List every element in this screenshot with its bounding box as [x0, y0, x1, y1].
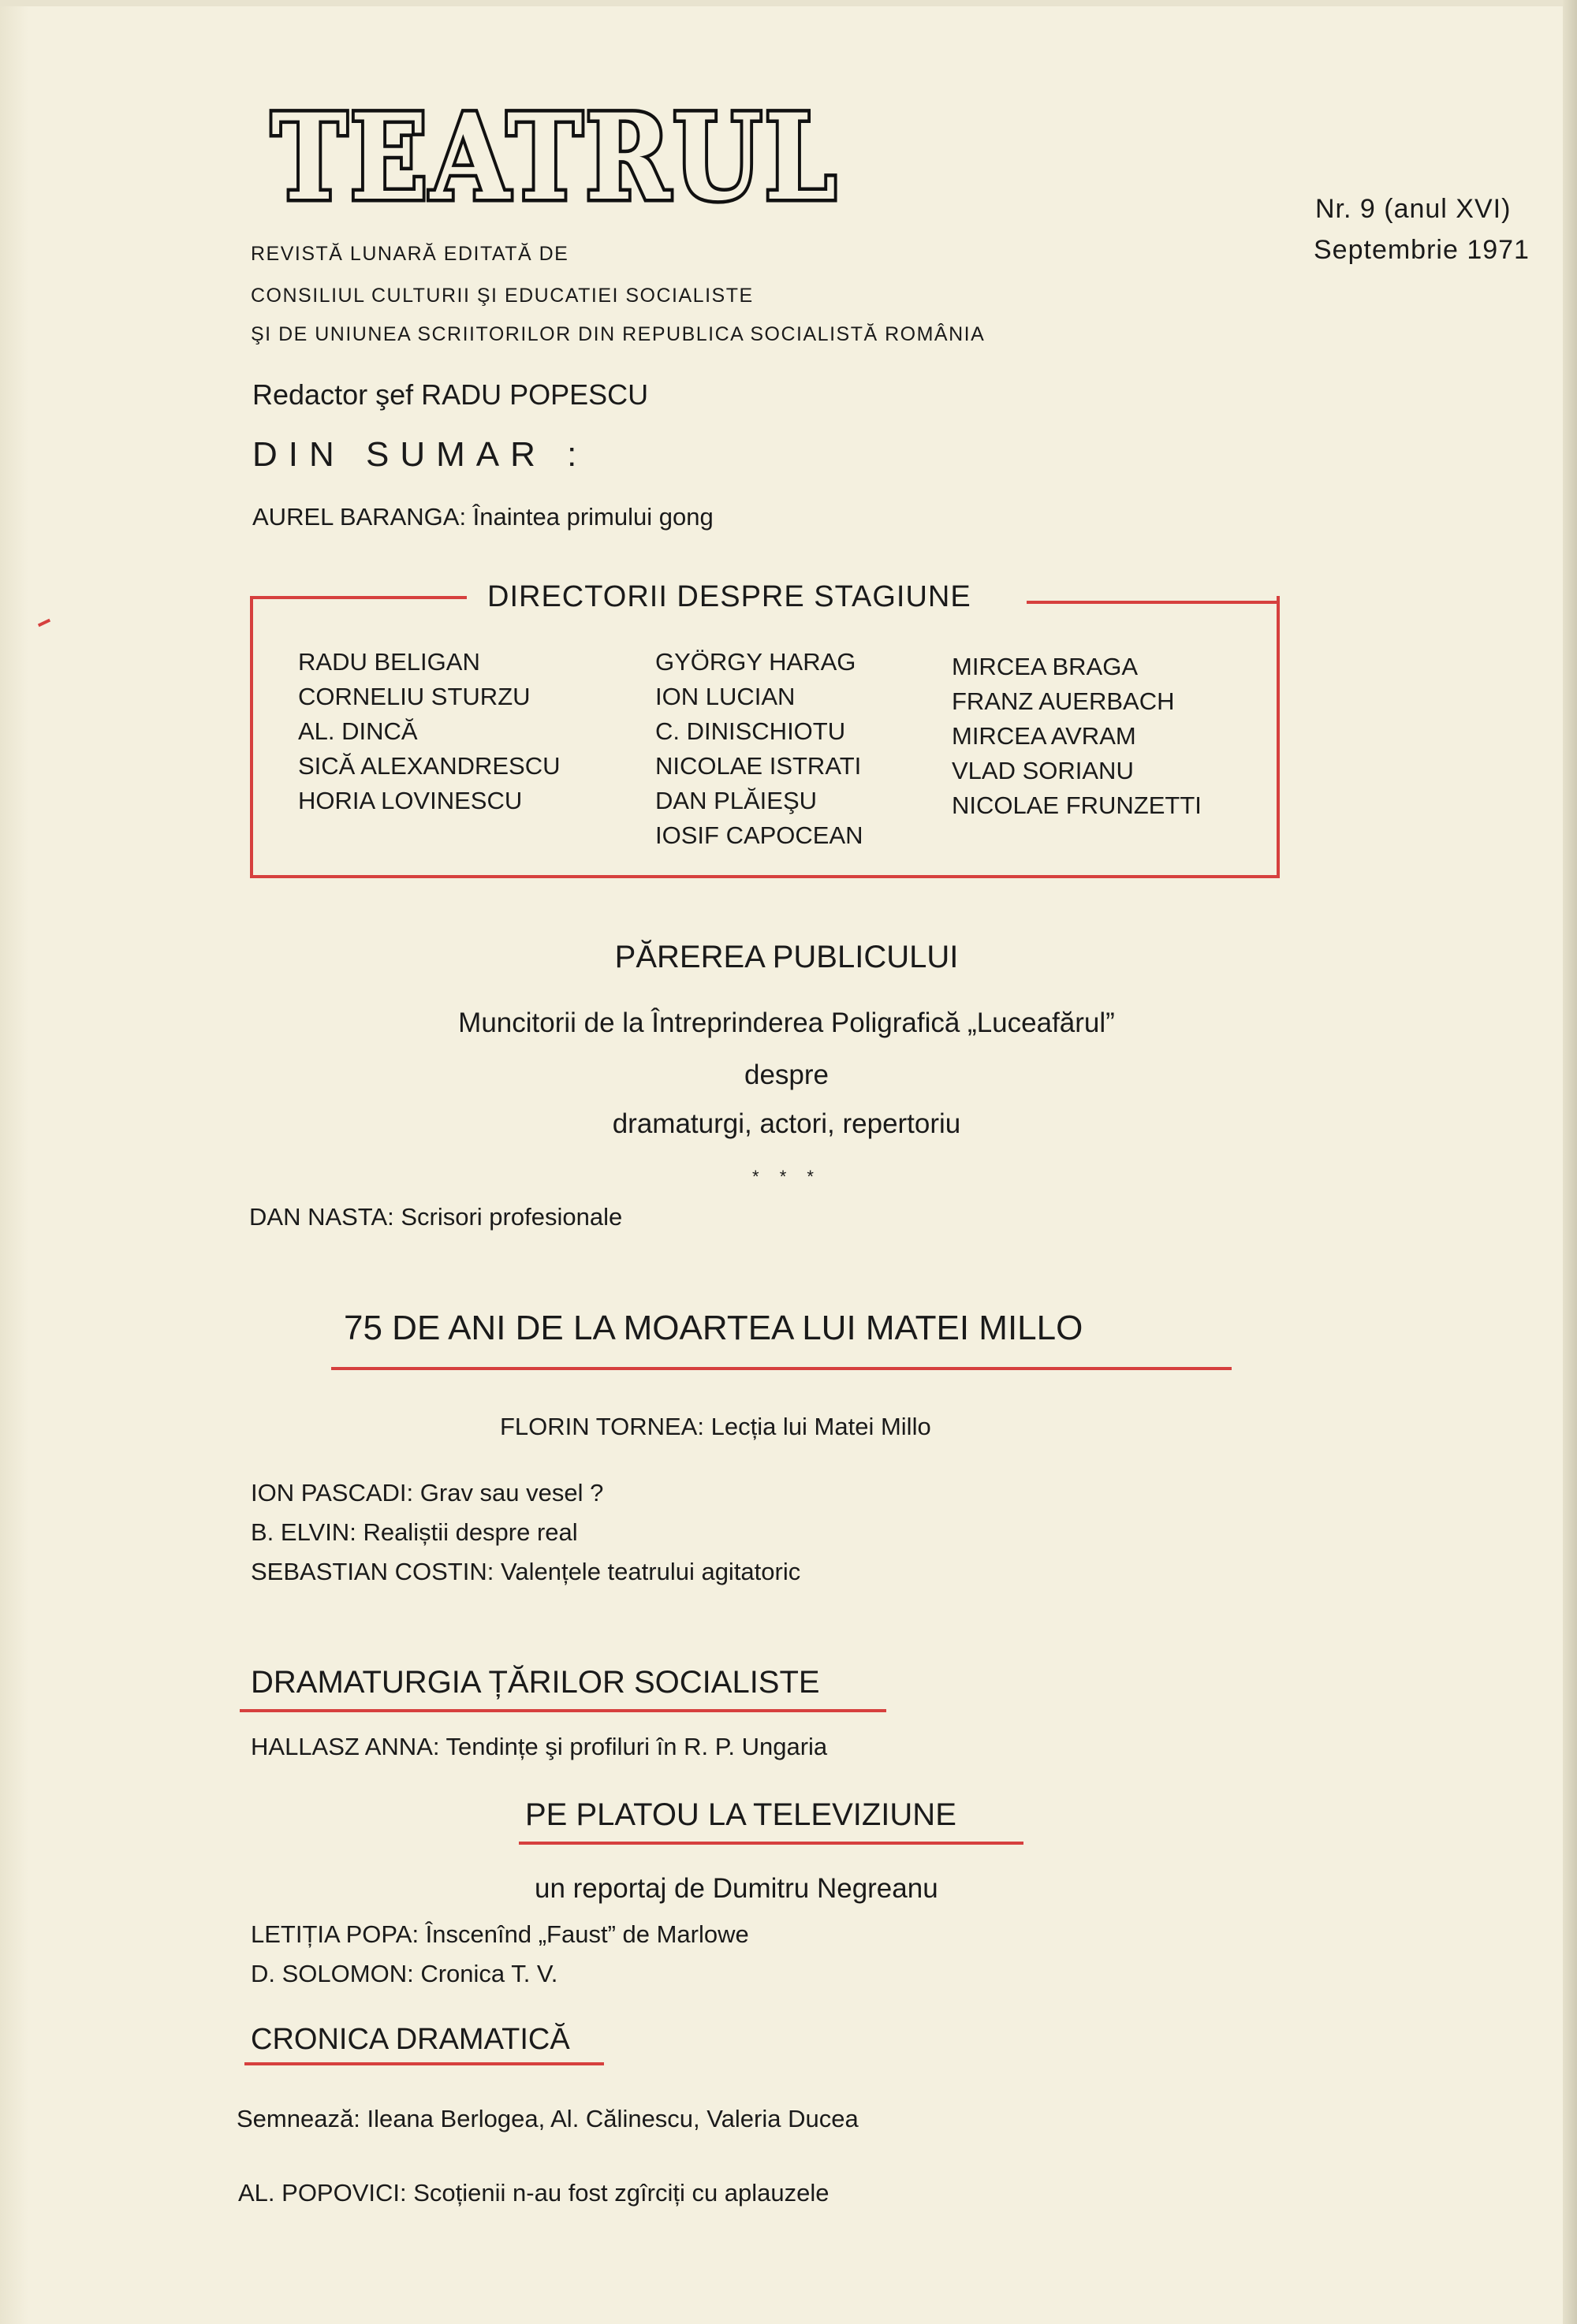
entry-title: Grav sau vesel ? — [419, 1479, 604, 1507]
nasta-author: DAN NASTA — [249, 1203, 388, 1231]
entry-author: ION PASCADI — [251, 1479, 407, 1507]
entry-title: Valențele teatrului agitatoric — [500, 1558, 801, 1585]
director-name: AL. DINCĂ — [298, 717, 418, 745]
entry-author: B. ELVIN — [251, 1518, 350, 1546]
directors-column-2 — [655, 645, 863, 853]
director-name: SICĂ ALEXANDRESCU — [298, 752, 561, 780]
directors-heading: DIRECTORII DESPRE STAGIUNE — [487, 580, 971, 613]
entry-author: SEBASTIAN COSTIN — [251, 1558, 487, 1585]
chronicle-heading: CRONICA DRAMATICĂ — [251, 2023, 570, 2056]
publisher-line-2: CONSILIUL CULTURII ŞI EDUCATIEI SOCIALISTE — [251, 285, 754, 307]
magazine-logo — [263, 88, 847, 227]
signed-label: Semnează — [237, 2105, 354, 2132]
section-separator-stars: * * * — [752, 1167, 822, 1186]
summary-heading: DIN SUMAR : — [252, 435, 588, 474]
nasta-entry: DAN NASTA: Scrisori profesionale — [249, 1203, 623, 1231]
director-name: ION LUCIAN — [655, 683, 796, 710]
tv-underline — [519, 1842, 1023, 1845]
tv-subtitle: un reportaj de Dumitru Negreanu — [535, 1873, 938, 1904]
entry-title: Tendințe şi profiluri în R. P. Ungaria — [446, 1733, 828, 1760]
tornea-author: FLORIN TORNEA — [500, 1413, 698, 1440]
directors-box-top-left — [250, 596, 467, 599]
entry-author: HALLASZ ANNA — [251, 1733, 433, 1760]
public-opinion-line-2: despre — [744, 1060, 830, 1090]
entry-title: Scoțienii n-au fost zgîrciți cu aplauzele — [413, 2179, 830, 2207]
publisher-line-1: REVISTĂ LUNARĂ EDITATĂ DE — [251, 243, 569, 265]
millo-entry-1: ION PASCADI: Grav sau vesel ? — [251, 1479, 604, 1507]
tv-heading: PE PLATOU LA TELEVIZIUNE — [525, 1797, 956, 1832]
public-opinion-heading: PĂREREA PUBLICULUI — [614, 940, 959, 974]
director-name: C. DINISCHIOTU — [655, 717, 846, 745]
red-ink-mark — [38, 619, 50, 627]
director-name: GYÖRGY HARAG — [655, 648, 856, 676]
entry-author: D. SOLOMON — [251, 1960, 408, 1987]
socialist-underline — [240, 1709, 886, 1712]
chronicle-entry: AL. POPOVICI: Scoțienii n-au fost zgîrciți cu aplauzele — [238, 2179, 830, 2207]
lead-title: Înaintea primului gong — [472, 503, 714, 531]
page-edge-left — [0, 0, 28, 2324]
socialist-entry: HALLASZ ANNA: Tendințe şi profiluri în R. P. Ungaria — [251, 1733, 828, 1760]
director-name: HORIA LOVINESCU — [298, 787, 523, 814]
tornea-title: Lecția lui Matei Millo — [710, 1413, 931, 1440]
tornea-entry: FLORIN TORNEA: Lecția lui Matei Millo — [500, 1413, 931, 1440]
public-opinion-line-3: dramaturgi, actori, repertoriu — [612, 1108, 961, 1139]
millo-entry-2: B. ELVIN: Realiștii despre real — [251, 1518, 578, 1546]
page-edge-top — [0, 0, 1577, 6]
director-name: RADU BELIGAN — [298, 648, 480, 676]
director-name: FRANZ AUERBACH — [952, 687, 1175, 715]
lead-entry: AUREL BARANGA: Înaintea primului gong — [252, 503, 714, 531]
issue-number: Nr. 9 (anul XVI) — [1315, 194, 1512, 224]
director-name: VLAD SORIANU — [952, 757, 1134, 784]
editor-in-chief: Redactor şef RADU POPESCU — [252, 378, 649, 411]
director-name: NICOLAE FRUNZETTI — [952, 791, 1202, 819]
millo-underline — [331, 1367, 1232, 1370]
issue-date: Septembrie 1971 — [1314, 235, 1530, 265]
director-name: MIRCEA AVRAM — [952, 722, 1136, 750]
directors-column-1 — [298, 645, 561, 818]
entry-title: Înscenînd „Faust” de Marlowe — [425, 1920, 749, 1948]
entry-title: Realiștii despre real — [363, 1518, 578, 1546]
directors-column-3 — [952, 650, 1202, 823]
page-edge-right — [1563, 0, 1577, 2324]
public-opinion-line-1: Muncitorii de la Întreprinderea Poligrafică „Luceafărul” — [458, 1007, 1115, 1038]
chronicle-underline — [244, 2062, 604, 2065]
tv-entry-1: LETIȚIA POPA: Înscenînd „Faust” de Marlowe — [251, 1920, 749, 1948]
entry-author: AL. POPOVICI — [238, 2179, 401, 2207]
director-name: MIRCEA BRAGA — [952, 653, 1138, 680]
logo-text: TEATRUL — [271, 88, 839, 227]
entry-title: Cronica T. V. — [420, 1960, 558, 1987]
socialist-heading: DRAMATURGIA ȚĂRILOR SOCIALISTE — [251, 1665, 820, 1700]
signed-names: Ileana Berlogea, Al. Călinescu, Valeria Ducea — [367, 2105, 859, 2132]
tv-entry-2: D. SOLOMON: Cronica T. V. — [251, 1960, 558, 1987]
directors-box-top-right — [1027, 601, 1280, 604]
director-name: IOSIF CAPOCEAN — [655, 821, 863, 849]
publisher-line-3: ŞI DE UNIUNEA SCRIITORILOR DIN REPUBLICA SOCIALISTĂ ROMÂNIA — [251, 323, 986, 345]
chronicle-signed: Semnează: Ileana Berlogea, Al. Călinescu, Valeria Ducea — [237, 2105, 859, 2132]
entry-author: LETIȚIA POPA — [251, 1920, 412, 1948]
nasta-title: Scrisori profesionale — [401, 1203, 623, 1231]
director-name: DAN PLĂIEŞU — [655, 787, 818, 814]
lead-author: AUREL BARANGA — [252, 503, 460, 531]
millo-heading: 75 DE ANI DE LA MOARTEA LUI MATEI MILLO — [344, 1309, 1083, 1347]
director-name: NICOLAE ISTRATI — [655, 752, 862, 780]
director-name: CORNELIU STURZU — [298, 683, 531, 710]
millo-entry-3: SEBASTIAN COSTIN: Valențele teatrului agitatoric — [251, 1558, 801, 1585]
